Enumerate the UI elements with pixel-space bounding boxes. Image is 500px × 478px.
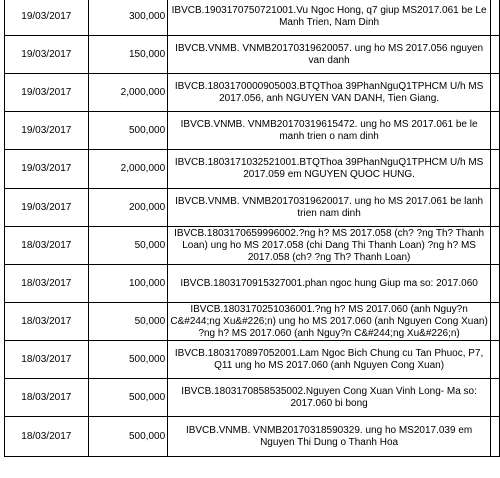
date-cell: 18/03/2017 [5,341,89,379]
description-cell: IBVCB.1803171032521001.BTQThoa 39PhanNguQ1TPHCM U/h MS 2017.059 em NGUYEN QUOC HUNG. [168,150,491,189]
amount-cell: 150,000 [88,36,168,74]
trailing-cell [491,379,500,417]
description-cell: IBVCB.VNMB. VNMB20170318590329. ung ho MS2017.039 em Nguyen Thi Dung o Thanh Hoa [168,417,491,457]
trailing-cell [491,417,500,457]
trailing-cell [491,227,500,265]
table-row [5,227,500,265]
description-cell: IBVCB.1803170915327001.phan ngoc hung Giup ma so: 2017.060 [168,265,491,303]
date-cell: 19/03/2017 [5,74,89,112]
date-cell: 18/03/2017 [5,227,89,265]
date-cell: 19/03/2017 [5,112,89,150]
table-row [5,150,500,189]
amount-cell: 200,000 [88,189,168,227]
trailing-cell [491,112,500,150]
amount-cell: 50,000 [88,303,168,341]
table-row [5,0,500,36]
description-cell: IBVCB.1803170000905003.BTQThoa 39PhanNguQ1TPHCM U/h MS 2017.056, anh NGUYEN VAN DANH, Tien Giang. [168,74,491,112]
date-cell: 19/03/2017 [5,36,89,74]
amount-cell: 2,000,000 [88,150,168,189]
trailing-cell [491,36,500,74]
table-row [5,74,500,112]
amount-cell: 50,000 [88,227,168,265]
description-cell: IBVCB.1803170897052001.Lam Ngoc Bich Chung cu Tan Phuoc, P7, Q11 ung ho MS 2017.060 (anh Nguyen Cong Xuan) [168,341,491,379]
table-row [5,341,500,379]
description-cell: IBVCB.1803170659996002.?ng h? MS 2017.058 (ch? ?ng Th? Thanh Loan) ung ho MS 2017.058 (chi Dang Thi Thanh Loan) ?ng h? MS 2017.058 (ch? ?ng Th? Thanh Loan) [168,227,491,265]
description-cell: IBVCB.VNMB. VNMB20170319615472. ung ho MS 2017.061 be le manh trien o nam dinh [168,112,491,150]
donation-table [4,0,500,457]
table-row [5,112,500,150]
amount-cell: 300,000 [88,0,168,36]
description-cell: IBVCB.1803170251036001.?ng h? MS 2017.060 (anh Nguy?n C&#244;ng Xu&#226;n) ung ho MS 2017.060 (anh Nguyen Cong Xuan) ?ng h? MS 2017.060 (anh Nguy?n C&#244;ng Xu&#226;n) [168,303,491,341]
table-row [5,36,500,74]
description-cell: IBVCB.VNMB. VNMB20170319620017. ung ho MS 2017.061 be lanh trien nam dinh [168,189,491,227]
amount-cell: 500,000 [88,379,168,417]
date-cell: 19/03/2017 [5,189,89,227]
table-row [5,189,500,227]
amount-cell: 500,000 [88,341,168,379]
donation-table-body [5,0,500,457]
amount-cell: 2,000,000 [88,74,168,112]
description-cell: IBVCB.VNMB. VNMB20170319620057. ung ho MS 2017.056 nguyen van danh [168,36,491,74]
amount-cell: 500,000 [88,417,168,457]
table-row [5,417,500,457]
trailing-cell [491,303,500,341]
trailing-cell [491,0,500,36]
date-cell: 19/03/2017 [5,150,89,189]
trailing-cell [491,150,500,189]
amount-cell: 500,000 [88,112,168,150]
trailing-cell [491,189,500,227]
date-cell: 18/03/2017 [5,303,89,341]
date-cell: 18/03/2017 [5,417,89,457]
date-cell: 19/03/2017 [5,0,89,36]
table-row [5,265,500,303]
description-cell: IBVCB.1903170750721001.Vu Ngoc Hong, q7 giup MS2017.061 be Le Manh Trien, Nam Dinh [168,0,491,36]
table-row [5,303,500,341]
description-cell: IBVCB.1803170858535002.Nguyen Cong Xuan Vinh Long- Ma so: 2017.060 bi bong [168,379,491,417]
trailing-cell [491,74,500,112]
date-cell: 18/03/2017 [5,379,89,417]
amount-cell: 100,000 [88,265,168,303]
table-row [5,379,500,417]
trailing-cell [491,265,500,303]
trailing-cell [491,341,500,379]
date-cell: 18/03/2017 [5,265,89,303]
